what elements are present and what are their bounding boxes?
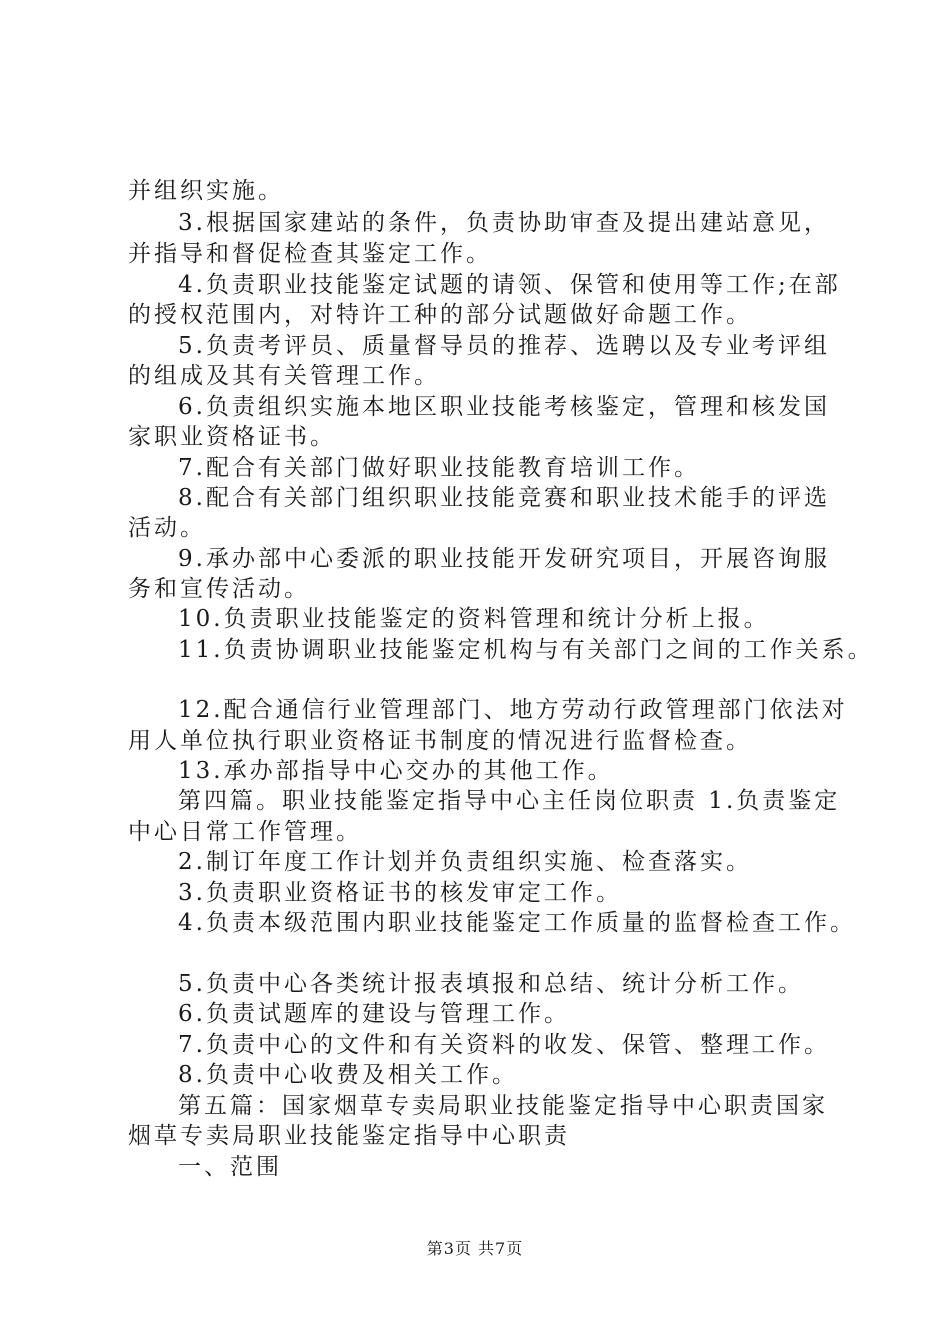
text-line: 务和宣传活动。: [128, 576, 310, 602]
page-number-footer: 第3页 共7页: [426, 1239, 524, 1258]
text-line: 的授权范围内，对特许工种的部分试题做好命题工作。: [128, 302, 752, 328]
section-heading: 第四篇。职业技能鉴定指导中心主任岗位职责 1.负责鉴定: [178, 788, 841, 814]
text-line: 5.负责中心各类统计报表填报和总结、统计分析工作。: [178, 971, 804, 997]
text-line: 10.负责职业技能鉴定的资料管理和统计分析上报。: [178, 606, 770, 632]
text-line: 7.配合有关部门做好职业技能教育培训工作。: [178, 455, 700, 481]
text-line: 4.负责本级范围内职业技能鉴定工作质量的监督检查工作。: [178, 910, 856, 936]
text-line: 4.负责职业技能鉴定试题的请领、保管和使用等工作;在部: [178, 272, 841, 298]
text-line: 7.负责中心的文件和有关资料的收发、保管、整理工作。: [178, 1032, 830, 1058]
text-line: 家职业资格证书。: [128, 424, 336, 450]
text-line: 并指导和督促检查其鉴定工作。: [128, 241, 492, 267]
section-heading: 第五篇：国家烟草专卖局职业技能鉴定指导中心职责国家: [178, 1093, 828, 1119]
text-line: 11.负责协调职业技能鉴定机构与有关部门之间的工作关系。: [178, 637, 874, 663]
text-line: 6.负责组织实施本地区职业技能考核鉴定，管理和核发国: [178, 394, 830, 420]
text-line: 9.承办部中心委派的职业技能开发研究项目，开展咨询服: [178, 546, 830, 572]
text-line: 并组织实施。: [128, 178, 284, 204]
text-line: 5.负责考评员、质量督导员的推荐、选聘以及专业考评组: [178, 333, 830, 359]
text-line: 用人单位执行职业资格证书制度的情况进行监督检查。: [128, 728, 752, 754]
text-line: 中心日常工作管理。: [128, 819, 362, 845]
text-line: 12.配合通信行业管理部门、地方劳动行政管理部门依法对: [178, 697, 848, 723]
text-line: 2.制订年度工作计划并负责组织实施、检查落实。: [178, 849, 752, 875]
text-line: 8.负责中心收费及相关工作。: [178, 1062, 518, 1088]
text-line: 13.承办部指导中心交办的其他工作。: [178, 758, 614, 784]
text-line: 的组成及其有关管理工作。: [128, 363, 440, 389]
text-line: 6.负责试题库的建设与管理工作。: [178, 1001, 570, 1027]
text-line: 一、范围: [178, 1154, 282, 1180]
text-line: 3.根据国家建站的条件，负责协助审查及提出建站意见，: [178, 210, 830, 236]
text-line: 8.配合有关部门组织职业技能竞赛和职业技术能手的评选: [178, 485, 830, 511]
text-line: 活动。: [128, 515, 206, 541]
text-line: 烟草专卖局职业技能鉴定指导中心职责: [128, 1123, 570, 1149]
text-line: 3.负责职业资格证书的核发审定工作。: [178, 880, 622, 906]
